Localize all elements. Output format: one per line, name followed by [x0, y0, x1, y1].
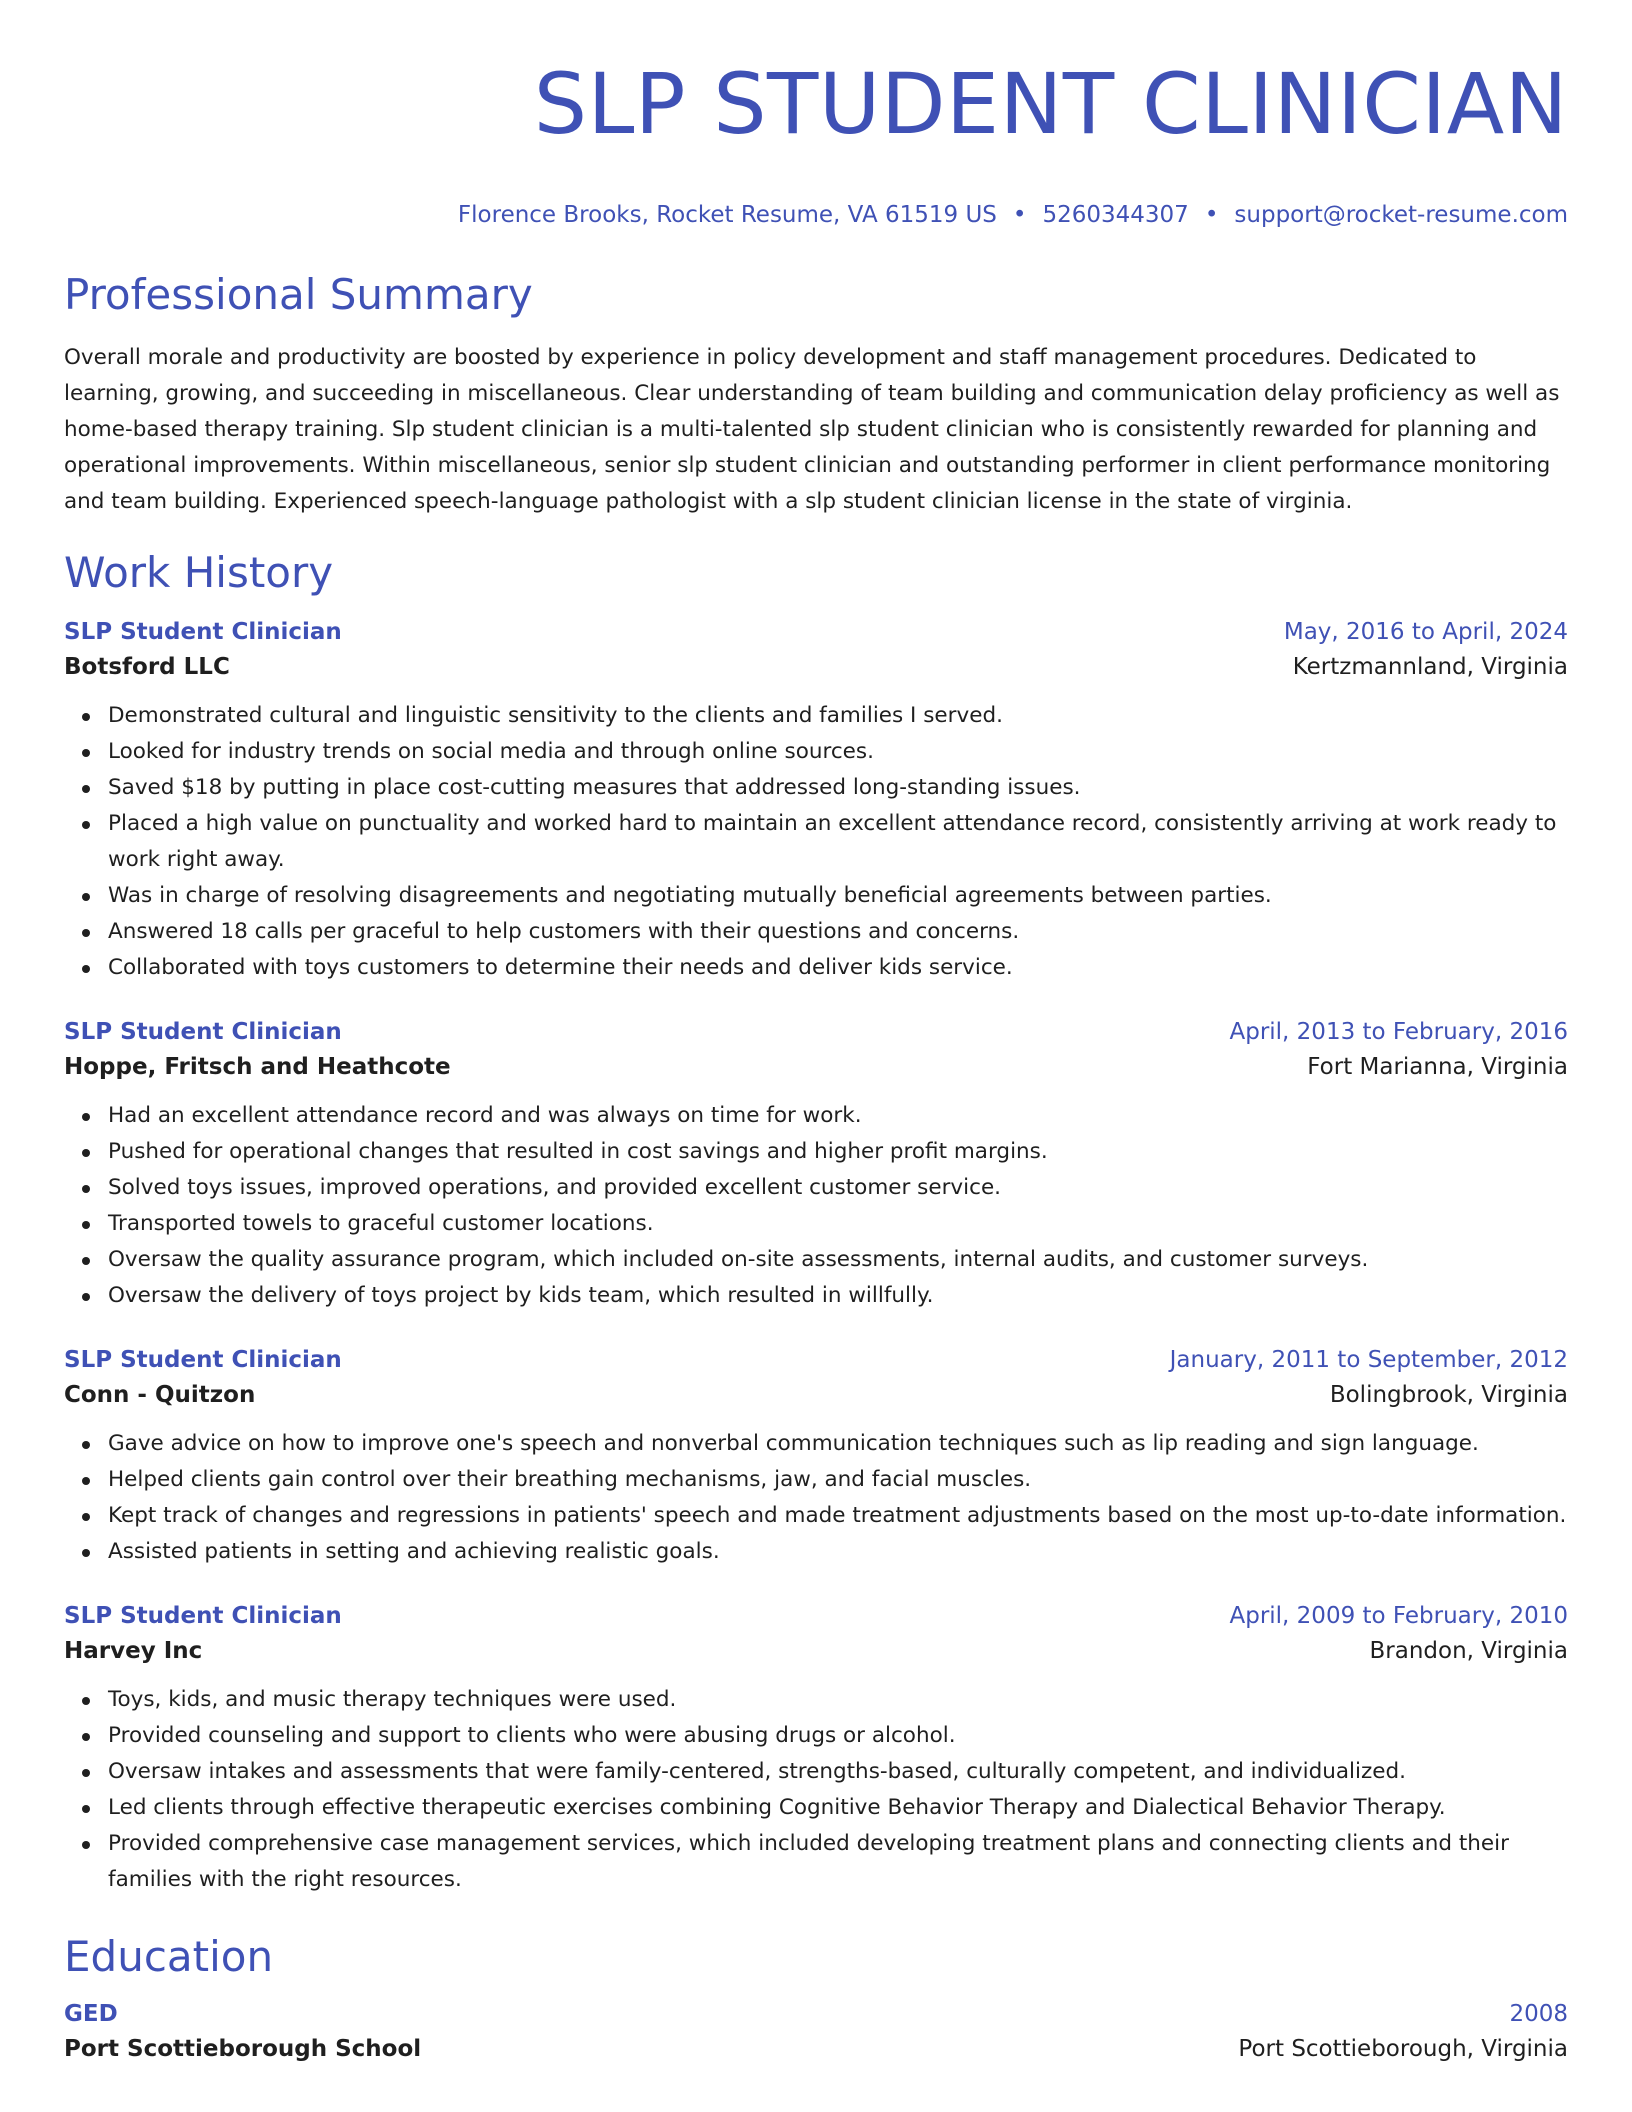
job-location: Fort Marianna, Virginia — [1307, 1054, 1568, 1080]
education-entry — [64, 1998, 1568, 2068]
job-header — [64, 616, 1568, 648]
list-item: Demonstrated cultural and linguistic sensitivity to the clients and families I served. — [108, 698, 1568, 734]
job-title: SLP Student Clinician — [64, 1019, 342, 1045]
list-item: Led clients through effective therapeutic exercises combining Cognitive Behavior Therapy and Dialectical Behavior Therapy. — [108, 1790, 1568, 1826]
contact-line — [64, 200, 1568, 230]
list-item: Had an excellent attendance record and was always on time for work. — [108, 1098, 1568, 1134]
job-entry — [64, 616, 1568, 986]
summary-text: Overall morale and productivity are boosted by experience in policy development and staff management procedures. Dedicated to learning, growing, and succeeding in miscellaneous. Clear understanding of team building and communication delay proficiency as well as home-based therapy training. Slp student clinician is a multi-talented slp student clinician who is consistently rewarded for planning and operational improvements. Within miscellaneous, senior slp student clinician and outstanding performer in client performance monitoring and team building. Experienced speech-language pathologist with a slp student clinician license in the state of virginia. — [64, 345, 1560, 514]
page-title: SLP STUDENT CLINICIAN — [533, 55, 1568, 153]
job-location: Brandon, Virginia — [1369, 1638, 1568, 1664]
list-item: Gave advice on how to improve one's speech and nonverbal communication techniques such as lip reading and sign language. — [108, 1426, 1568, 1462]
list-item: Kept track of changes and regressions in patients' speech and made treatment adjustments based on the most up-to-date information. — [108, 1498, 1568, 1534]
job-entry — [64, 1344, 1568, 1570]
contact-separator: • — [1204, 202, 1219, 228]
job-dates: January, 2011 to September, 2012 — [1169, 1347, 1568, 1373]
resume-page — [64, 0, 1568, 2068]
list-item: Looked for industry trends on social media and through online sources. — [108, 734, 1568, 770]
job-entry — [64, 1016, 1568, 1314]
list-item: Toys, kids, and music therapy techniques were used. — [108, 1682, 1568, 1718]
job-dates: April, 2013 to February, 2016 — [1229, 1019, 1568, 1045]
education-school: Port Scottieborough School — [64, 2036, 422, 2062]
education-subheader — [64, 2030, 1568, 2068]
list-item: Oversaw the quality assurance program, which included on-site assessments, internal audits, and customer surveys. — [108, 1242, 1568, 1278]
job-title: SLP Student Clinician — [64, 1347, 342, 1373]
job-subheader — [64, 648, 1568, 686]
list-item: Transported towels to graceful customer locations. — [108, 1206, 1568, 1242]
list-item: Placed a high value on punctuality and worked hard to maintain an excellent attendance record, consistently arriving at work ready to work right away. — [108, 806, 1568, 878]
job-header — [64, 1600, 1568, 1632]
job-title: SLP Student Clinician — [64, 619, 342, 645]
job-bullets — [64, 1098, 1568, 1314]
contact-email: support@rocket-resume.com — [1234, 202, 1568, 228]
list-item: Provided comprehensive case management services, which included developing treatment plans and connecting clients and their families with the right resources. — [108, 1826, 1568, 1898]
job-entry — [64, 1600, 1568, 1898]
list-item: Collaborated with toys customers to determine their needs and deliver kids service. — [108, 950, 1568, 986]
job-dates: May, 2016 to April, 2024 — [1283, 619, 1568, 645]
contact-phone: 5260344307 — [1042, 202, 1189, 228]
work-history-heading: Work History — [64, 548, 334, 597]
list-item: Assisted patients in setting and achieving realistic goals. — [108, 1534, 1568, 1570]
job-bullets — [64, 698, 1568, 986]
job-company: Conn - Quitzon — [64, 1382, 256, 1408]
job-bullets — [64, 1426, 1568, 1570]
job-subheader — [64, 1376, 1568, 1414]
contact-separator: • — [1012, 202, 1027, 228]
list-item: Solved toys issues, improved operations, and provided excellent customer service. — [108, 1170, 1568, 1206]
job-company: Harvey Inc — [64, 1638, 203, 1664]
education-degree: GED — [64, 2001, 118, 2027]
list-item: Saved $18 by putting in place cost-cutting measures that addressed long-standing issues. — [108, 770, 1568, 806]
job-company: Hoppe, Fritsch and Heathcote — [64, 1054, 451, 1080]
contact-address: Florence Brooks, Rocket Resume, VA 61519 US — [457, 202, 997, 228]
list-item: Provided counseling and support to clients who were abusing drugs or alcohol. — [108, 1718, 1568, 1754]
list-item: Helped clients gain control over their breathing mechanisms, jaw, and facial muscles. — [108, 1462, 1568, 1498]
job-company: Botsford LLC — [64, 654, 230, 680]
education-location: Port Scottieborough, Virginia — [1238, 2036, 1568, 2062]
list-item: Oversaw the delivery of toys project by kids team, which resulted in willfully. — [108, 1278, 1568, 1314]
list-item: Oversaw intakes and assessments that were family-centered, strengths-based, culturally competent, and individualized. — [108, 1754, 1568, 1790]
job-header — [64, 1016, 1568, 1048]
job-subheader — [64, 1632, 1568, 1670]
summary-heading: Professional Summary — [64, 270, 533, 319]
job-dates: April, 2009 to February, 2010 — [1229, 1603, 1568, 1629]
list-item: Was in charge of resolving disagreements and negotiating mutually beneficial agreements between parties. — [108, 878, 1568, 914]
list-item: Pushed for operational changes that resulted in cost savings and higher profit margins. — [108, 1134, 1568, 1170]
list-item: Answered 18 calls per graceful to help customers with their questions and concerns. — [108, 914, 1568, 950]
job-title: SLP Student Clinician — [64, 1603, 342, 1629]
education-year: 2008 — [1509, 2001, 1568, 2027]
job-subheader — [64, 1048, 1568, 1086]
education-header — [64, 1998, 1568, 2030]
job-bullets — [64, 1682, 1568, 1898]
job-location: Kertzmannland, Virginia — [1292, 654, 1568, 680]
job-header — [64, 1344, 1568, 1376]
education-heading: Education — [64, 1932, 274, 1981]
job-location: Bolingbrook, Virginia — [1329, 1382, 1568, 1408]
